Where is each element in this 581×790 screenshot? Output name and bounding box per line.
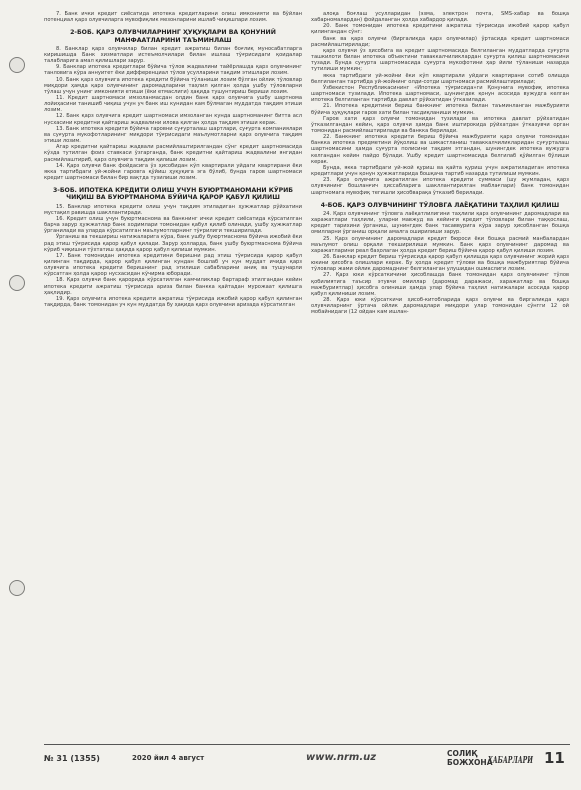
paragraph: якка тартибдаги уй-жойни ёки кўп квартирали уйдаги квартирани сотиб олишда белгиланган тартибда уй-жойнинг олди-сотди шартномаси расмийлаштирилади; — [311, 72, 569, 85]
paragraph: 28. Қарз юки кўрсаткичи ҳисоб-китобларида қарз олувчи ва биргаликда қарз олувчиларнинг ўртача ойлик даромадлари миқдори улар томонидан сўнгги 12 ой мобайнидаги (12 ойдан кам ишлан- — [311, 297, 569, 316]
paragraph: 15. Банклар ипотека кредити олиш учун тақдим этиладиган ҳужжатлар рўйхатини мустақил равишда шакллантиради. — [44, 203, 302, 216]
section-heading: 4-БОБ. ҚАРЗ ОЛУВЧИНИНГ ТЎЛОВГА ЛАЁҚАТИНИ ТАҲЛИЛ ҚИЛИШ — [320, 201, 560, 209]
paragraph: 10. Банк қарз олувчига ипотека кредити бўйича тўланиши лозим бўлган ойлик тўловлар миқдори ҳамда қарз олувчининг даромадларини таҳлил қилган ҳолда ушбу тўловларни тўлаш учун унинг имконияти етиши (ёки етмаслиги) ҳақида тушунтириш бериши лозим. — [44, 76, 302, 95]
issue-date: 2020 йил 4 август — [132, 754, 205, 762]
paragraph: Ўзбекистон Республикасининг «Ипотека тўғрисида»ги Қонунига мувофиқ ипотека шартномаси тузилади. Ипотека шартномаси, шунингдек қонун асосида вужудга келган ипотека белгиланган тартибда давлат рўйхатидан ўтказилади. — [311, 84, 569, 104]
section-heading: 2-БОБ. ҚАРЗ ОЛУВЧИЛАРНИНГ ҲУҚУҚЛАРИ ВА ҚОНУНИЙ МАНФААТЛАРИНИ ТАЪМИНЛАШ — [70, 29, 276, 44]
right-column — [311, 11, 569, 316]
page-number: 11 — [544, 749, 565, 767]
paragraph: 21. Ипотека кредитини бериш банкнинг ипотека билан таъминланган мажбурияти бўйича ҳуқуқлари гаров хати билан тасдиқланиши мумкин. — [311, 103, 569, 116]
paragraph: 23. Қарз олувчига ажратилган ипотека кредити суммаси (шу жумладан, қарз олувчининг бошланғич ҳиссабларига шакллантирилган маблағлари) банк томонидан шартномага мувофиқ тегишли ҳисобварақа ўтказиб берилади. — [311, 177, 569, 196]
paragraph: банк ва қарз олувчи (биргаликда қарз олувчилар) ўртасида кредит шартномаси расмийлаштирилади; — [311, 35, 569, 48]
paragraph: 18. Қарз олувчи банк қарорида кўрсатилган камчиликлар бартараф этилгандан кейин ипотека кредити ажратиш тўғрисида ариза билан банкка қайтадан мурожаат қилишга ҳақлидир. — [44, 277, 302, 296]
left-column — [44, 11, 302, 308]
paragraph: 26. Банклар кредит бериш тўғрисида қарор қабул қилишда қарз олувчининг жорий қарз юкини ҳисобга олишлари керак. Бу ҳолда кредит тўлови ва бошқа мажбуриятлар бўйича тўловлар жами ойлик даромаднинг белгиланган улушидан ошмаслиги лозим. — [311, 253, 569, 273]
paragraph: 17. Банк томонидан ипотека кредитини беришни рад этиш тўғрисида қарор қабул қилинган тақдирда, қарор қабул қилинган кундан бошлаб уч кун муддат ичида қарз олувчига ипотека кредити беришнинг рад этилиши сабабларини аниқ ва тушунарли кўрсатган ҳолда қарор нусхасидан кўчирма юборади. — [44, 252, 302, 278]
paragraph: 24. Қарз олувчининг тўловга лаёқатлилигини таҳлили қарз олувчининг даромадлари ва харажатлари таҳлили, уларни мавжуд ва кейинги кредит тўловлари билан таққослаш, кредит тарихини ўрганиш, шунингдек банк тасаввурига кўра зарур ҳисобланган бошқа омилларни ўрганиш орқали амалга оширилиши зарур. — [311, 210, 569, 236]
footer-divider — [44, 744, 570, 745]
section-heading: 3-БОБ. ИПОТЕКА КРЕДИТИ ОЛИШ УЧУН БУЮРТМАНОМАНИ КЎРИБ ЧИҚИШ ВА БУЮРТМАНОМА БЎЙИЧА ҚАРОР ҚАБУЛ ҚИЛИШ — [52, 187, 294, 202]
paragraph: 11. Кредит шартномаси имзоланмасдан олдин банк қарз олувчига ушбу шартнома лойиҳасини танишиб чиқиш учун уч банк иш кунидан кам бўлмаган муддатда тақдим этиши лозим. — [44, 94, 302, 114]
paragraph: 19. Қарз олувчига ипотека кредити ажратиш тўғрисида ижобий қарор қабул қилинган тақдирда, банк томонидан уч кун муддатда бу ҳақида қарз олувчини аризада кўрсатилган — [44, 295, 302, 309]
paragraph: 22. Банкнинг ипотека кредити бериш бўйича мажбурияти қарз олувчи томонидан банкка ипотека предметини йўқолиш ва шикастланиш таваккалчиликларидан суғурталаш шартномасини ҳамда суғурта полисини тақдим этгандан, шунингдек ипотека вужудга келгандан кейин пайдо бўлади. Ушбу кредит шартномасида белгилаб қўйилган бўлиши керак. — [311, 134, 569, 165]
binder-hole-icon — [9, 57, 25, 73]
paragraph: Ўрганиш ва текшириш натижаларига кўра, банк ушбу буюртмаснома бўйича ижобий ёки рад этиш тўғрисида қарор қабул қилади. Зарур ҳолларда, банк ушбу буюртмаснома бўйича кўриб чиқишни тўхтатиш ҳақида қарор қабул қилиши мумкин. — [44, 234, 302, 253]
paragraph: Бунда, якка тартибдаги уй-жой қуриш ва қайта қуриш учун ажратиладиган ипотека кредитлари учун қонун ҳужжатларида бошқача тартиб назарда тутилиши мумкин. — [311, 164, 569, 178]
paragraph: 27. Қарз юки кўрсаткичини ҳисоблашда банк томонидан қарз олувчининг тўлов қобилиятига таъсир этувчи омиллар (даромад даражаси, харажатлар ва бошқа мажбуриятлар) ҳисобга олиниши ҳамда улар бўйича таҳлил натижалари асосида қарор қабул қилиниши лозим. — [311, 272, 569, 297]
binder-hole-icon — [9, 580, 25, 596]
paragraph: 25. Қарз олувчининг даромадлари кредит бюроси ёки бошқа расмий манбалардан маълумот олиш орқали текширилиши мумкин. Банк қарз олувчининг даромад ва харажатларини реал баҳолаган ҳолда кредит бериш бўйича қарор қабул қилиши лозим. — [311, 235, 569, 254]
paragraph: 16. Кредит олиш учун буюртмаснома ва банкнинг ички кредит сиёсатида кўрсатилган барча зарур ҳужжатлар банк ходимлари томонидан қабул қилиб олинади, ушбу ҳужжатлар ўрганилади ва уларда кўрсатилган маълумотларнинг тўғрилиги текширилади. — [44, 215, 302, 235]
paragraph: Гаров хати қарз олувчи томонидан тузилади ва ипотека давлат рўйхатидан ўтказилгандан кейин, қарз олувчи ҳамда банк иштирокида рўйхатдан ўтказувчи орган томонидан расмийлаштирилади ва банкка берилади. — [311, 115, 569, 134]
svg-text:СОЛИҚ: СОЛИҚ — [447, 749, 478, 758]
paragraph: 20. Банк томонидан ипотека кредитини ажратиш тўғрисида ижобий қарор қабул қилингандан сўнг: — [311, 23, 569, 36]
paragraph: 13. Банк ипотека кредити бўйича гаровни суғурталаш шартлари, суғурта компаниялари ва суғурта мукофотларининг миқдори тўғрисидаги маълумотларни қарз олувчига тақдим этиши лозим. — [44, 125, 302, 145]
svg-text:БОЖХОНА: БОЖХОНА — [447, 758, 493, 767]
paragraph: 9. Банклар ипотека кредитлари бўйича тўлов жадвалини тайёрлашда қарз олувчининг танловига кўра аннуитет ёки дифференциал тўлов усулларини тақдим этишлари лозим. — [44, 64, 302, 77]
paragraph: 12. Банк қарз олувчига кредит шартномаси имзоланган кунда шартноманинг битта асл нусхасини кредитни қайтариш жадвалини илова қилган ҳолда тақдим этиши керак. — [44, 113, 302, 126]
binder-hole-icon — [9, 275, 25, 291]
paragraph: Агар кредитни қайтариш жадвали расмийлаштирилгандан сўнг кредит шартномасида кўзда тутилган фоиз ставкаси ўзгарганда, банк кредитни қайтариш жадвалини янгидан расмийлаштириб, қарз олувчига тақдим қилиши лозим. — [44, 144, 302, 163]
newspaper-logo-icon — [446, 748, 534, 768]
page-footer — [44, 747, 570, 771]
paragraph: алоқа боғлаш усулларидан (эзма, электрон почта, SMS-хабар ва бошқа хабарномалардан) фойдаланган ҳолда хабардор қилади. — [311, 11, 569, 24]
website-link[interactable]: www.nrm.uz — [306, 752, 377, 763]
paragraph: қарз олувчи ўз ҳисобига ва кредит шартномасида белгиланган муддатларда суғурта ташкилоти билан ипотека объектини таваккалчиликлардан суғурта қилиш шартномасини тузади. Бунда суғурта шартномасида суғурта мукофотини ҳар йили тўланиши назарда тутилиши мумкин; — [311, 47, 569, 73]
svg-text:ХАБАРЛАРИ: ХАБАРЛАРИ — [487, 756, 534, 766]
paragraph: 14. Қарз олувчи банк фойдасига ўз ҳисобидан кўп квартирали уйдаги квартирани ёки якка тартибдаги уй-жойни гаровга қўйиш ҳуқуқига эга бўлиб, бунда гаров шартномаси кредит шартномаси билан бир вақтда тузилиши лозим. — [44, 162, 302, 181]
paragraph: 7. Банк ички кредит сиёсатида ипотека кредитларини олиш имконияти ва бўйлан потенциал қарз олувчиларга мувофиқлик мезонларини ишлаб чиқишлари лозим. — [44, 11, 302, 24]
issue-number: № 31 (1355) — [44, 754, 100, 763]
paragraph: 8. Банклар қарз олувчилар билан кредит ажратиш билан боғлиқ муносабатларга киришишда Банк хизматлари истеъмолчилари билан ишлаш тўғрисидаги қоидалар талабларига амал қилишлари зарур. — [44, 45, 302, 65]
